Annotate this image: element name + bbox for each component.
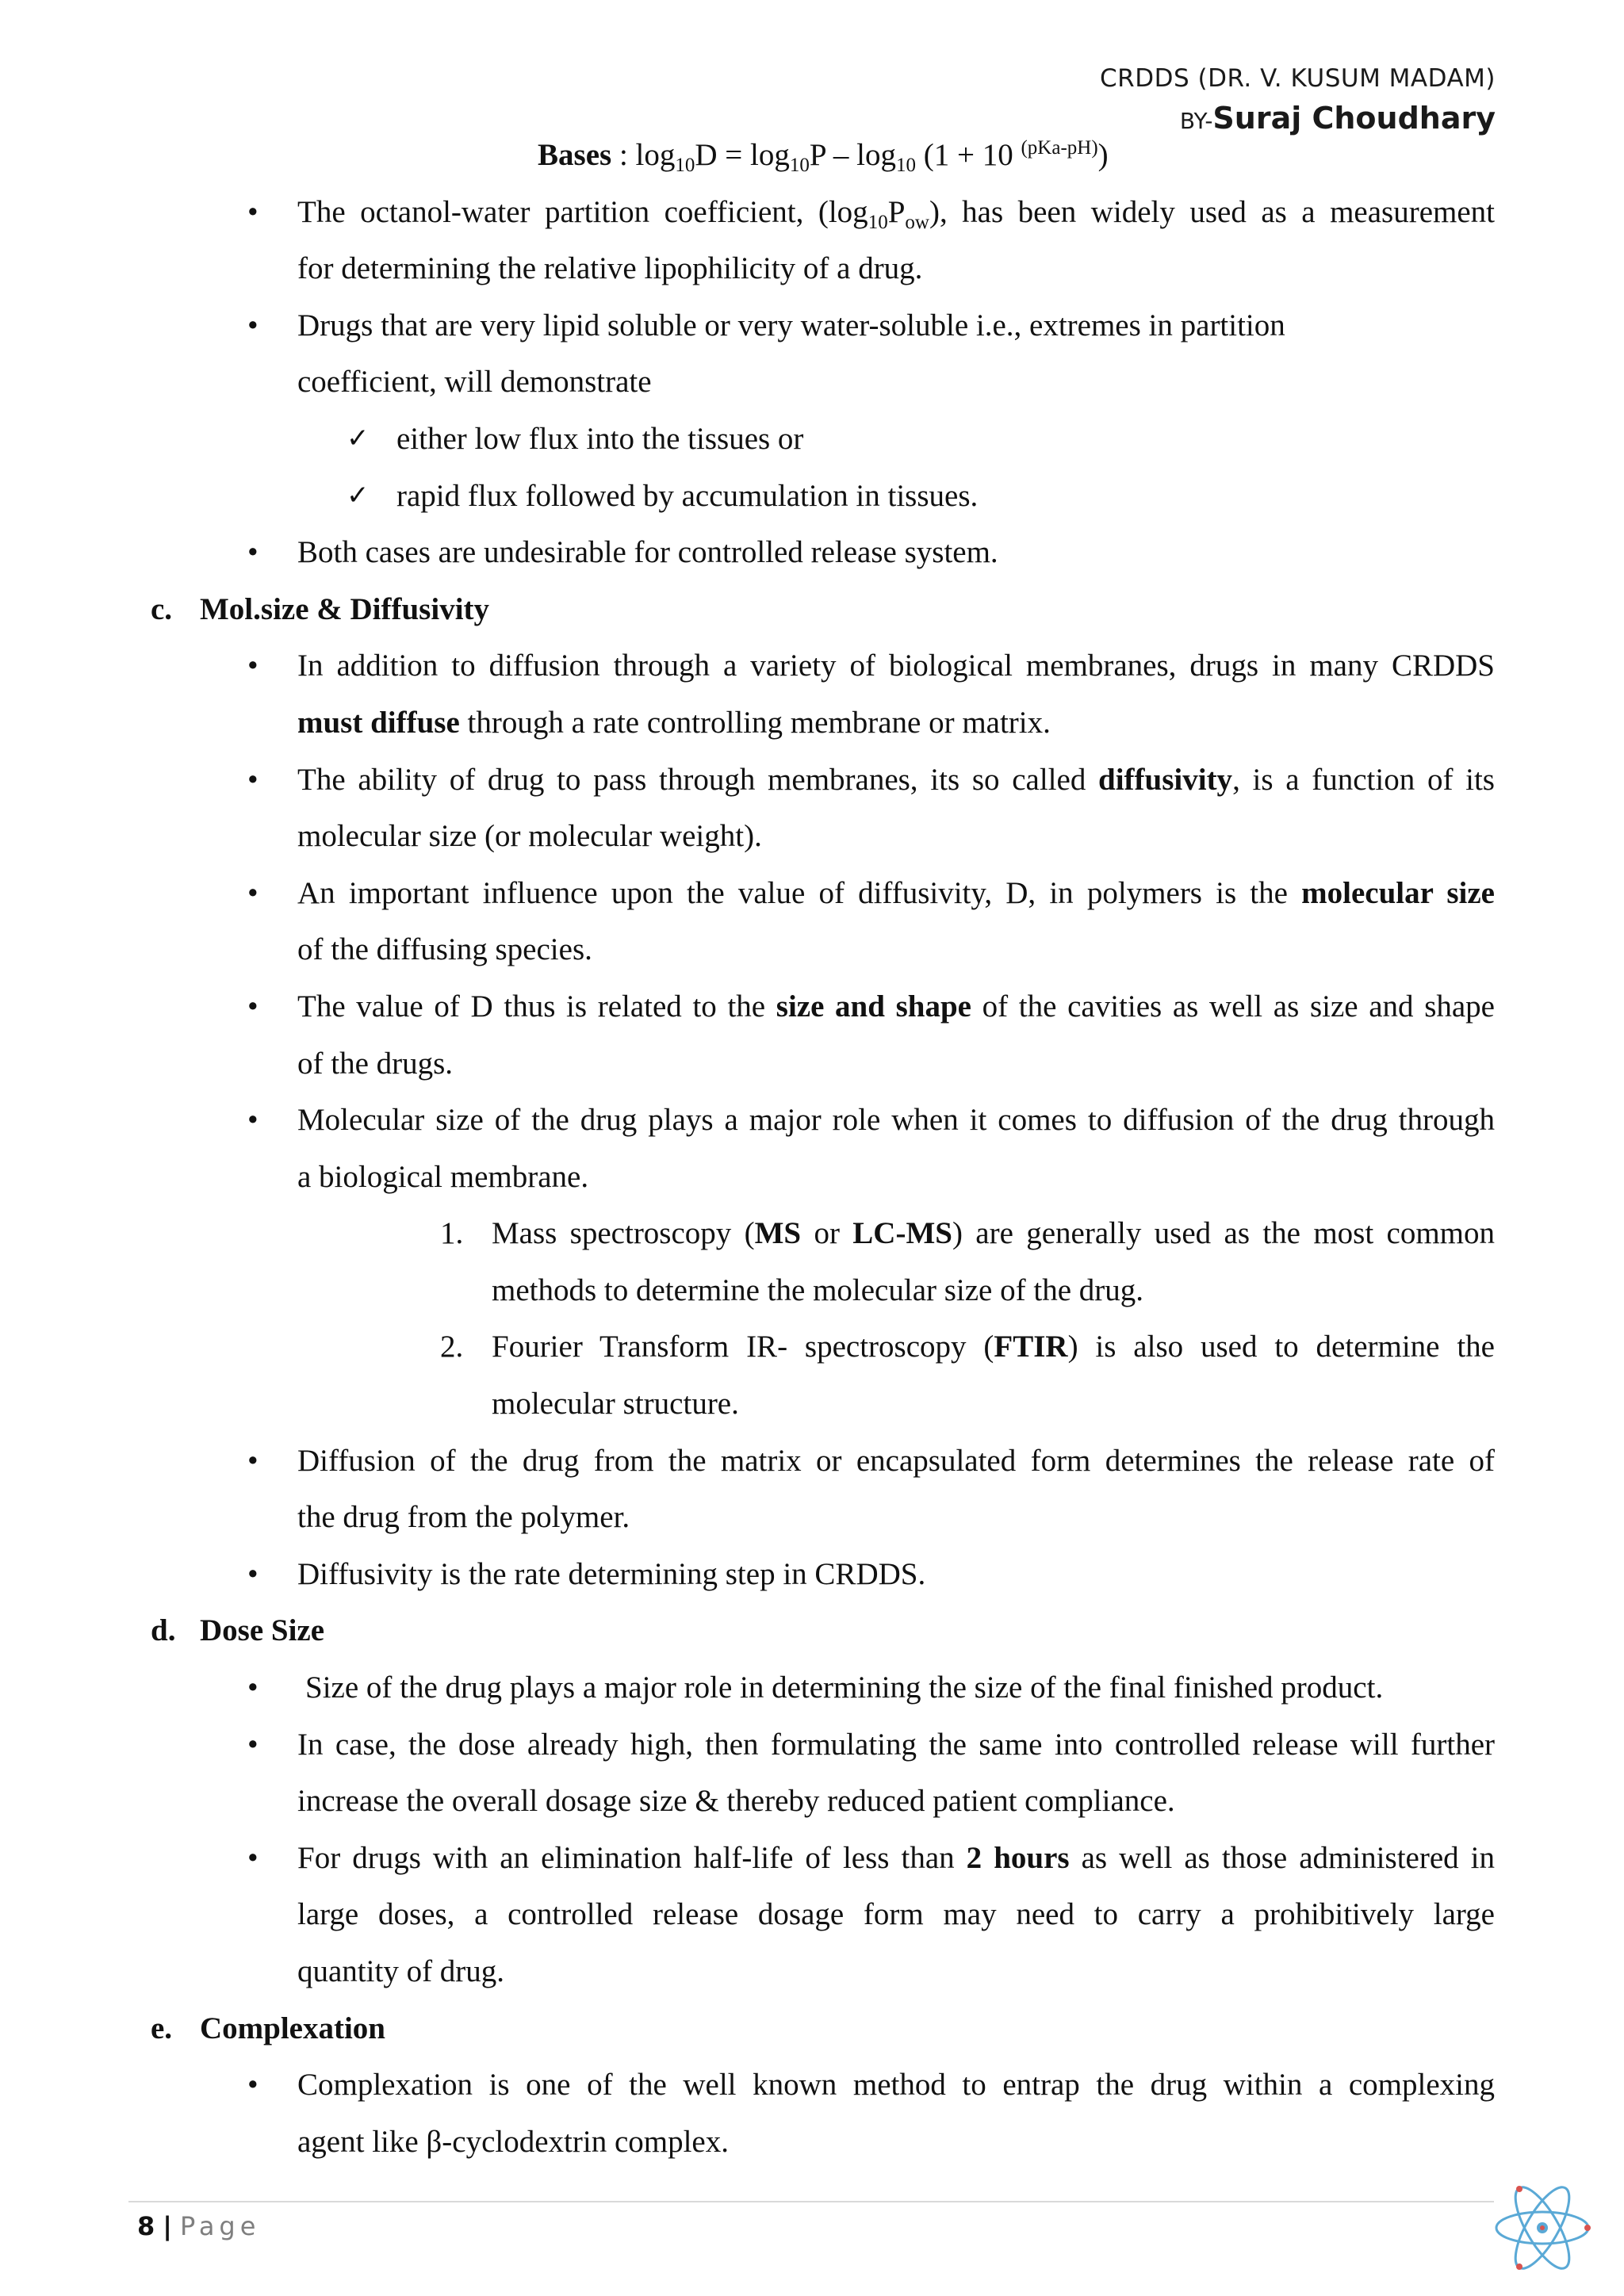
list-item: • Complexation is one of the well known method to entrap the drug within a complexing [0,2057,1624,2114]
list-item: • Diffusion of the drug from the matrix or encapsulated form determines the release rate of [0,1433,1624,1490]
checkmark-icon: ✓ [347,479,370,511]
bullet-icon: • [247,1103,259,1138]
electron [1584,2225,1591,2231]
list-item: • The value of D thus is related to the size and shape of the cavities as well as size and shape [0,978,1624,1035]
list-item: • Both cases are undesirable for controlled release system. [0,524,1624,581]
bullet-icon: • [247,1556,259,1591]
bullet-icon: • [247,1727,259,1762]
page-footer: 8 | Page [137,2211,261,2241]
bullet-icon: • [247,535,259,570]
list-item: • An important influence upon the value of diffusivity, D, in polymers is the molecular size [0,865,1624,922]
page-content: Bases : $\log_{10}D = \log_{10}P - \log_{10} (1 + 10$ $^{(pKa-pH)}$) • The octanol-water partition coefficient, $(\log_{10}P_{ow})$, has been widely used as a measurement for determining the relative lipophilicity of a drug. • Drugs that are very lipid soluble or very water-soluble i.e., extremes in partition coefficient, will demonstrate ✓ either low flux into the tissues or ✓ rapid flux followed by accumulation in tissues. • Both cases are undesirable for controlled release system. c. Mol.size & Diffusivity • In addition to diffusion through a variety of biological membranes, drugs in many CRDDS must diffuse through a rate controlling membrane or matrix. • The ability of drug to pass through membranes, its so called diffusivity, is a function of its molecular size (or molecular weight). • An important influence upon the value of diffusivity, D, in polymers is the molecular size of the diffusing species. • The value of D thus is related to the size and shape of the cavities as well as size and shape of the drugs. • Molecular size of the drug plays a major role when it comes to diffusion of the drug through a biological membrane. 1. Mass spectroscopy (MS or LC-MS) are generally used as the most common methods to determine the molecular size of the drug. 2. Fourier Transform IR- spectroscopy (FTIR) is also used to determine the molecular structure. • Diffusion of the drug from the matrix or encapsulated form determines the release rate of the drug from the polymer. • Diffusivity is the rate determining step in CRDDS. d. Dose Size • Size of the drug plays a major role in determining the size of the final finished product. • In case, the dose already high, then formulating the same into controlled release will further increase the overall dosage size & thereby reduced patient compliance. • For drugs with an elimination half-life of less than 2 hours as well as those administered in large doses, a controlled release dosage form may need to carry a prohibitively large quantity of drug. e. Complexation • Complexation is one of the well known method to entrap the drug within a complexing agent like β-cyclodextrin complex. [0,127,1624,2170]
bullet-icon: • [247,762,259,797]
section-heading-e: e. Complexation [151,2011,385,2045]
list-item: • Drugs that are very lipid soluble or very water-soluble i.e., extremes in partition [0,297,1624,354]
bullet-icon: • [247,989,259,1024]
list-item: • Diffusivity is the rate determining step in CRDDS. [0,1546,1624,1603]
page-word: Page [179,2211,261,2241]
list-item: • In case, the dose already high, then formulating the same into controlled release will further [0,1716,1624,1774]
bullet-icon: • [247,2068,259,2103]
check-item: ✓ either low flux into the tissues or [0,411,1624,468]
list-item: • The octanol-water partition coefficient, $(\log_{10}P_{ow})$, has been widely used as a measurement [0,184,1624,241]
bullet-icon: • [247,194,259,229]
bullet-icon: • [247,649,259,683]
list-item: • In addition to diffusion through a variety of biological membranes, drugs in many CRDDS [0,637,1624,695]
checkmark-icon: ✓ [347,422,370,454]
footer-divider [128,2201,1494,2202]
electron [1516,2186,1522,2192]
author-line: BY-Suraj Choudhary [1179,101,1496,136]
atom-icon [1491,2176,1594,2279]
list-item: • For drugs with an elimination half-life of less than 2 hours as well as those administered in [0,1830,1624,1887]
list-item: • Size of the drug plays a major role in determining the size of the final finished product. [0,1659,1624,1716]
bases-equation: Bases : $\log_{10}D = \log_{10}P - \log_{10} (1 + 10$ $^{(pKa-pH)}$) [538,137,1109,176]
bullet-icon: • [247,875,259,910]
numbered-item: 2. Fourier Transform IR- spectroscopy (FTIR) is also used to determine the [440,1330,1495,1364]
section-heading-d: d. Dose Size [151,1613,325,1648]
course-title: CRDDS (DR. V. KUSUM MADAM) [1100,64,1496,93]
numbered-item: 1. Mass spectroscopy (MS or LC-MS) are generally used as the most common [440,1216,1495,1251]
bullet-icon: • [247,308,259,342]
author-name: Suraj Choudhary [1212,101,1496,136]
section-heading-c: c. Mol.size & Diffusivity [151,591,490,626]
list-item: • Molecular size of the drug plays a major role when it comes to diffusion of the drug through [0,1092,1624,1149]
page-number: 8 [137,2211,155,2241]
bullet-icon: • [247,1670,259,1705]
equation-label: Bases [538,138,612,172]
bullet-icon: • [247,1443,259,1478]
list-item: • The ability of drug to pass through membranes, its so called diffusivity, is a function of its [0,752,1624,809]
electron [1516,2263,1522,2270]
check-item: ✓ rapid flux followed by accumulation in tissues. [0,468,1624,525]
bullet-icon: • [247,1840,259,1875]
